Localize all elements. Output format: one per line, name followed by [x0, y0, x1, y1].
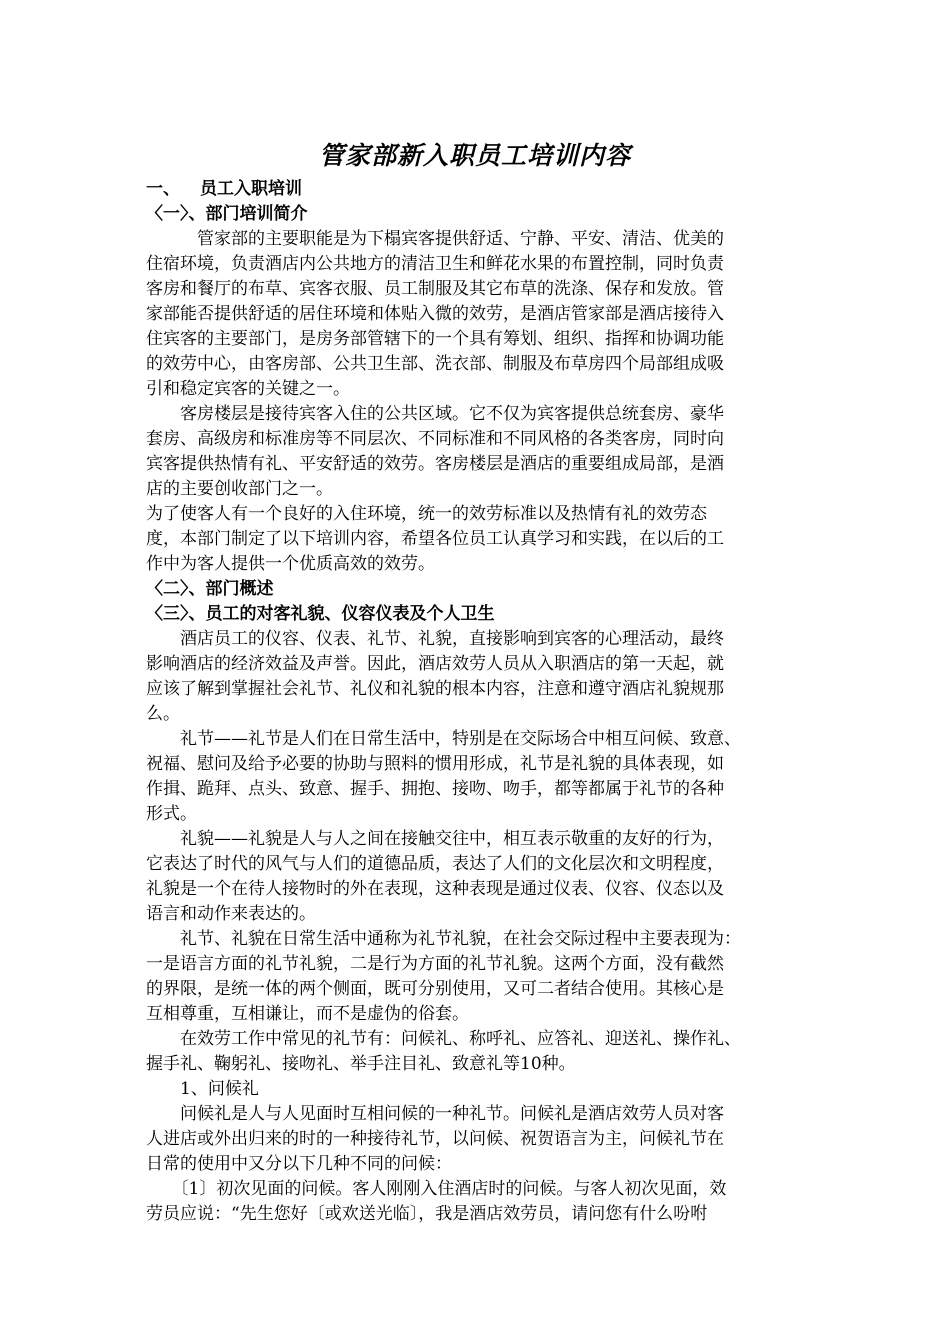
- section-number: 一、: [146, 179, 180, 199]
- text-line: 一是语言方面的礼节礼貌，二是行为方面的礼节礼貌。这两个方面，没有截然: [146, 954, 724, 974]
- text-line: 住宾客的主要部门，是房务部管辖下的一个具有筹划、组织、指挥和协调功能: [146, 329, 724, 349]
- text-line: 礼节——礼节是人们在日常生活中，特别是在交际场合中相互问候、致意、: [146, 729, 741, 749]
- text-line: 的界限，是统一体的两个侧面，既可分别使用，又可二者结合使用。其核心是: [146, 979, 724, 999]
- subheading-etiquette: 〈三〉、员工的对客礼貌、仪容仪表及个人卫生: [146, 604, 495, 624]
- text-line: 祝福、慰问及给予必要的协助与照料的惯用形成，礼节是礼貌的具体表现，如: [146, 754, 724, 774]
- text-line: 酒店员工的仪容、仪表、礼节、礼貌，直接影响到宾客的心理活动，最终: [146, 629, 724, 649]
- text-line: 度，本部门制定了以下培训内容，希望各位员工认真学习和实践，在以后的工: [146, 529, 724, 549]
- text-line: 〔1〕初次见面的问候。客人刚刚入住酒店时的问候。与客人初次见面，效: [146, 1179, 727, 1199]
- subheading-dept-intro: 〈一〉、部门培训简介: [146, 204, 308, 224]
- text-line: 语言和动作来表达的。: [146, 904, 316, 924]
- text-line: 礼貌是一个在待人接物时的外在表现，这种表现是通过仪表、仪容、仪态以及: [146, 879, 724, 899]
- subheading-dept-overview: 〈二〉、部门概述: [146, 579, 274, 599]
- text-line: 劳员应说：“先生您好〔或欢送光临〕，我是酒店效劳员，请问您有什么吩咐: [146, 1204, 708, 1224]
- text-line: 住宿环境，负责酒店内公共地方的清洁卫生和鲜花水果的布置控制，同时负责: [146, 254, 724, 274]
- text-line: 引和稳定宾客的关键之一。: [146, 379, 350, 399]
- list-item-greeting: 1、问候礼: [146, 1079, 259, 1099]
- text-line: 应该了解到掌握社会礼节、礼仪和礼貌的根本内容，注意和遵守酒店礼貌规那: [146, 679, 724, 699]
- document-title: 管家部新入职员工培训内容: [318, 141, 631, 170]
- text-line: 影响酒店的经济效益及声誉。因此，酒店效劳人员从入职酒店的第一天起，就: [146, 654, 724, 674]
- text-line: 互相尊重，互相谦让，而不是虚伪的俗套。: [146, 1004, 469, 1024]
- text-line: 客房和餐厅的布草、宾客衣服、员工制服及其它布草的洗涤、保存和发放。管: [146, 279, 724, 299]
- text-line: 店的主要创收部门之一。: [146, 479, 333, 499]
- text-line: 礼貌——礼貌是人与人之间在接触交往中，相互表示敬重的友好的行为，: [146, 829, 724, 849]
- text-line: 日常的使用中又分以下几种不同的问候：: [146, 1154, 452, 1174]
- text-line: 客房楼层是接待宾客入住的公共区域。它不仅为宾客提供总统套房、豪华: [146, 404, 724, 424]
- text-line: 家部能否提供舒适的居住环境和体贴入微的效劳，是酒店管家部是酒店接待入: [146, 304, 724, 324]
- text-line: 问候礼是人与人见面时互相问候的一种礼节。问候礼是酒店效劳人员对客: [146, 1104, 724, 1124]
- text-line: 作揖、跪拜、点头、致意、握手、拥抱、接吻、吻手，都等都属于礼节的各种: [146, 779, 724, 799]
- text-line: 管家部的主要职能是为下榻宾客提供舒适、宁静、平安、清洁、优美的: [146, 229, 724, 249]
- text-line: 握手礼、鞠躬礼、接吻礼、举手注目礼、致意礼等10种。: [146, 1054, 576, 1074]
- text-line: 么。: [146, 704, 180, 724]
- text-line: 礼节、礼貌在日常生活中通称为礼节礼貌，在社会交际过程中主要表现为：: [146, 929, 741, 949]
- text-line: 形式。: [146, 804, 197, 824]
- section-label: 员工入职培训: [200, 179, 302, 199]
- text-line: 的效劳中心，由客房部、公共卫生部、洗衣部、制服及布草房四个局部组成吸: [146, 354, 724, 374]
- text-line: 在效劳工作中常见的礼节有：问候礼、称呼礼、应答礼、迎送礼、操作礼、: [146, 1029, 741, 1049]
- text-line: 人进店或外出归来的时的一种接待礼节，以问候、祝贺语言为主，问候礼节在: [146, 1129, 724, 1149]
- text-line: 套房、高级房和标准房等不同层次、不同标准和不同风格的各类客房，同时向: [146, 429, 724, 449]
- section-heading-1: [146, 177, 302, 201]
- text-line: 作中为客人提供一个优质高效的效劳。: [146, 554, 435, 574]
- text-line: 宾客提供热情有礼、平安舒适的效劳。客房楼层是酒店的重要组成局部，是酒: [146, 454, 724, 474]
- text-line: 为了使客人有一个良好的入住环境，统一的效劳标准以及热情有礼的效劳态: [146, 504, 707, 524]
- text-line: 它表达了时代的风气与人们的道德品质，表达了人们的文化层次和文明程度，: [146, 854, 724, 874]
